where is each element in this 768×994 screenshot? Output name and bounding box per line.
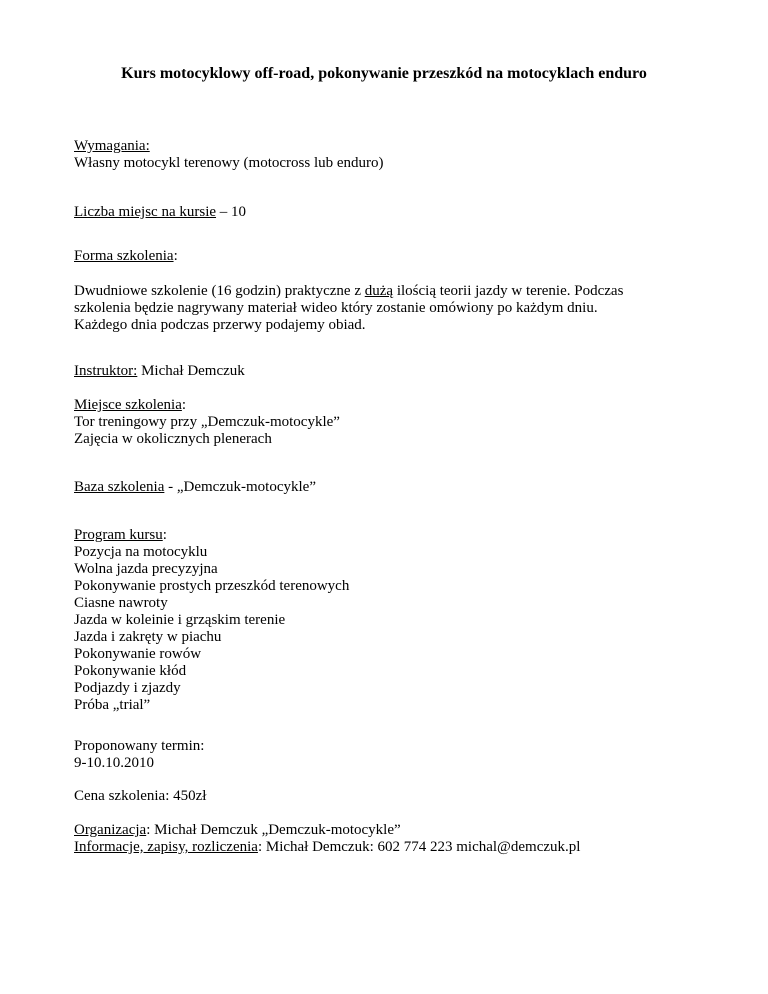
program-item: Pokonywanie prostych przeszkód terenowych	[74, 578, 350, 594]
program-item: Próba „trial”	[74, 697, 151, 713]
training-form-colon: :	[173, 248, 178, 264]
training-place-line: Tor treningowy przy „Demczuk-motocykle”	[74, 414, 340, 430]
program-colon: :	[162, 527, 167, 543]
instructor-value: Michał Demczuk	[137, 363, 245, 379]
training-place-section	[74, 397, 714, 448]
document-title: Kurs motocyklowy off-road, pokonywanie przeszkód na motocyklach enduro	[121, 65, 647, 82]
organization-value: : Michał Demczuk „Demczuk-motocykle”	[146, 822, 401, 838]
program-label: Program kursu	[74, 527, 163, 543]
date-label: Proponowany termin:	[74, 738, 205, 754]
training-place-line: Zajęcia w okolicznych plenerach	[74, 431, 272, 447]
date-value: 9-10.10.2010	[74, 755, 154, 771]
training-base-section	[74, 479, 714, 496]
training-form-line3: Każdego dnia podczas przerwy podajemy obiad.	[74, 317, 366, 333]
program-item: Pozycja na motocyklu	[74, 544, 208, 560]
price-section	[74, 788, 714, 805]
date-section	[74, 738, 714, 772]
requirements-label: Wymagania:	[74, 138, 150, 154]
training-place-label: Miejsce szkolenia	[74, 397, 182, 413]
instructor-section	[74, 363, 714, 380]
instructor-label: Instruktor:	[74, 363, 138, 379]
training-form-label: Forma szkolenia	[74, 248, 174, 264]
training-form-line1-underlined: dużą	[364, 283, 394, 299]
training-base-value: - „Demczuk-motocykle”	[164, 479, 316, 495]
training-base-label: Baza szkolenia	[74, 479, 165, 495]
price-text: Cena szkolenia: 450zł	[74, 788, 207, 804]
training-form-line1-a: Dwudniowe szkolenie (16 godzin) praktyczne z	[74, 283, 365, 299]
requirements-section	[74, 138, 714, 172]
seats-label: Liczba miejsc na kursie	[74, 204, 217, 220]
program-section	[74, 527, 714, 714]
info-label: Informacje, zapisy, rozliczenia	[74, 839, 258, 855]
info-value: : Michał Demczuk: 602 774 223 michal@demczuk.pl	[257, 839, 581, 855]
program-item: Pokonywanie kłód	[74, 663, 187, 679]
training-form-line2: szkolenia będzie nagrywany materiał wideo który zostanie omówiony po każdym dniu.	[74, 300, 598, 316]
program-item: Wolna jazda precyzyjna	[74, 561, 218, 577]
organization-label: Organizacja	[74, 822, 147, 838]
training-form-line1-b: ilością teorii jazdy w terenie. Podczas	[393, 283, 624, 299]
program-item: Jazda w koleinie i grząskim terenie	[74, 612, 286, 628]
program-item: Ciasne nawroty	[74, 595, 168, 611]
program-item: Jazda i zakręty w piachu	[74, 629, 222, 645]
contact-section	[74, 822, 714, 856]
training-form-section	[74, 248, 714, 265]
program-item: Podjazdy i zjazdy	[74, 680, 181, 696]
seats-section	[74, 204, 714, 221]
program-item: Pokonywanie rowów	[74, 646, 202, 662]
training-place-colon: :	[181, 397, 187, 413]
requirements-text: Własny motocykl terenowy (motocross lub enduro)	[74, 155, 384, 171]
seats-value: – 10	[216, 204, 247, 220]
training-form-description	[74, 283, 714, 334]
